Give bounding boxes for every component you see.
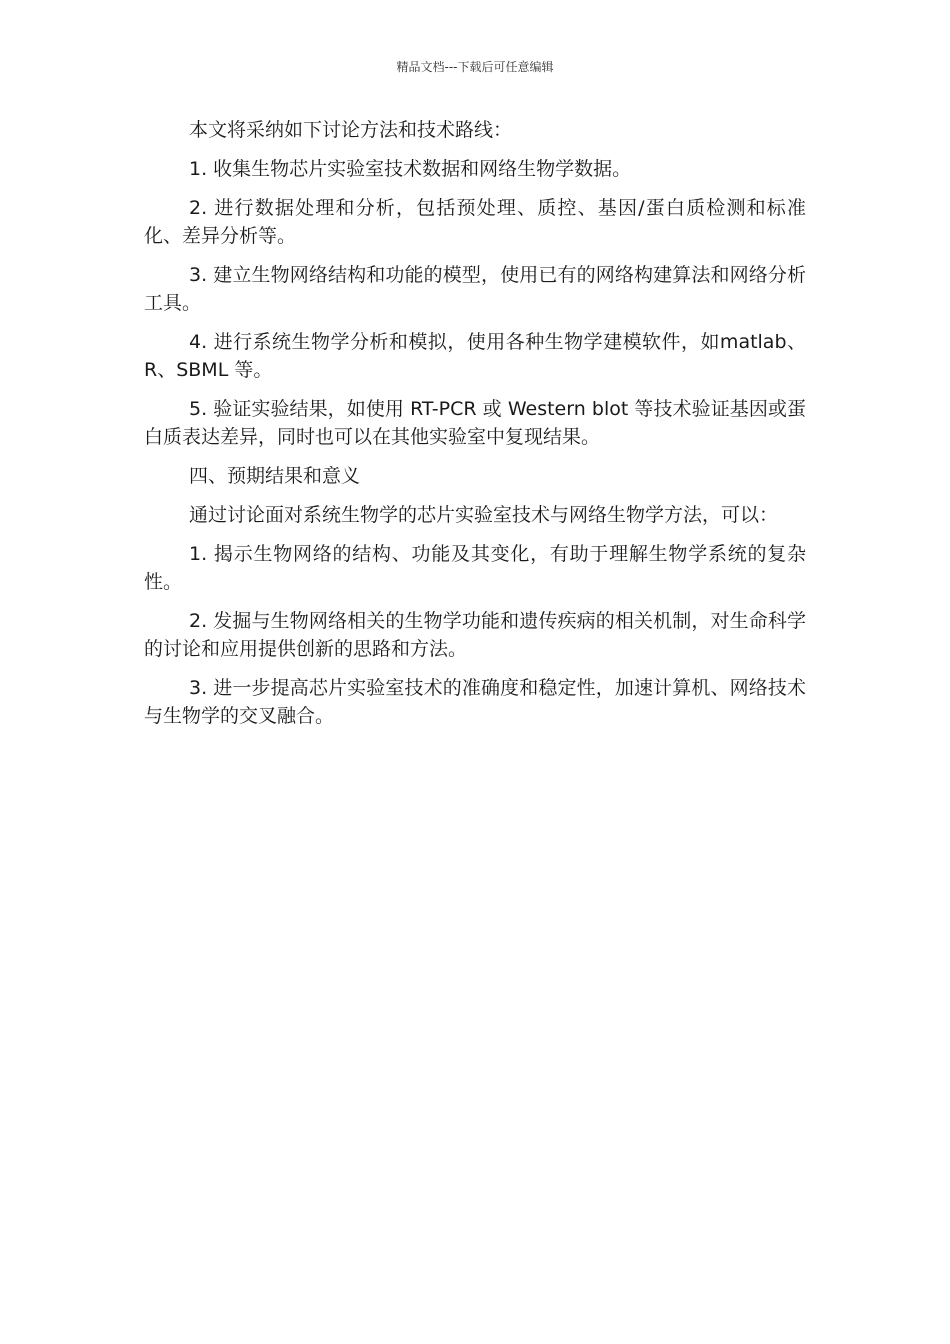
intro-paragraph: 本文将采纳如下讨论方法和技术路线：: [189, 119, 513, 141]
section-heading: 四、预期结果和意义: [189, 465, 361, 487]
method-item-4: 4. 进行系统生物学分析和模拟，使用各种生物学建模软件，如matlab、R、SBML 等。: [144, 331, 806, 381]
method-item-3: 3. 建立生物网络结构和功能的模型，使用已有的网络构建算法和网络分析工具。: [144, 264, 806, 314]
method-item-2: 2. 进行数据处理和分析，包括预处理、质控、基因/蛋白质检测和标准化、差异分析等。: [144, 197, 806, 247]
result-item-1: 1. 揭示生物网络的结构、功能及其变化，有助于理解生物学系统的复杂性。: [144, 543, 806, 593]
page-header: 精品文档---下载后可任意编辑: [396, 60, 554, 74]
result-item-2: 2. 发掘与生物网络相关的生物学功能和遗传疾病的相关机制，对生命科学的讨论和应用提供创新的思路和方法。: [144, 610, 806, 660]
results-intro-paragraph: 通过讨论面对系统生物学的芯片实验室技术与网络生物学方法，可以：: [189, 504, 779, 526]
result-item-3: 3. 进一步提高芯片实验室技术的准确度和稳定性，加速计算机、网络技术与生物学的交叉融合。: [144, 677, 806, 727]
method-item-5: 5. 验证实验结果，如使用 RT-PCR 或 Western blot 等技术验证基因或蛋白质表达差异，同时也可以在其他实验室中复现结果。: [144, 398, 806, 448]
document-body: [144, 116, 806, 741]
method-item-1: 1. 收集生物芯片实验室技术数据和网络生物学数据。: [189, 158, 632, 180]
